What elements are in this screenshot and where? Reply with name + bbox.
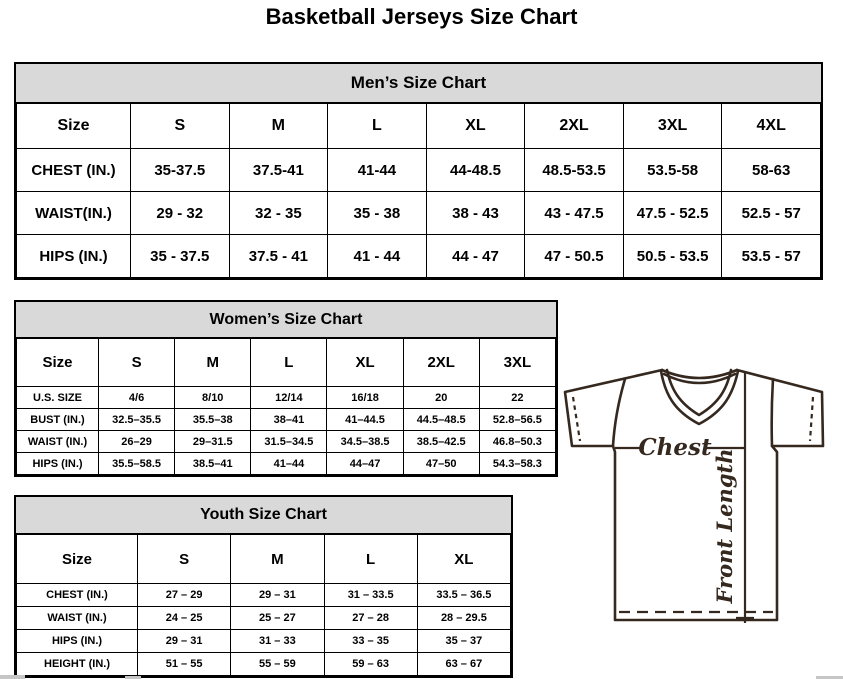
size-column-header: S [131,104,230,149]
measurement-cell: 35 - 37.5 [131,235,230,278]
measurement-cell: 37.5 - 41 [229,235,328,278]
measurement-cell: 52.8–56.5 [479,409,555,431]
measurement-cell: 38–41 [251,409,327,431]
table-row [17,235,821,278]
table-row [17,409,556,431]
measurement-cell: 58-63 [722,149,821,192]
measurement-cell: 29 – 31 [138,630,231,653]
cropped-edge-fragment [0,675,25,679]
size-column-header: 3XL [623,104,722,149]
measurement-cell: 41–44.5 [327,409,403,431]
row-label: HIPS (IN.) [17,453,99,475]
table-row [17,387,556,409]
measurement-cell: 29 – 31 [231,584,324,607]
size-header-row [17,339,556,387]
left-cuff-dashed-line [573,397,580,441]
size-column-header: S [99,339,175,387]
chest-label: Chest [638,434,712,461]
measurement-cell: 46.8–50.3 [479,431,555,453]
measurement-cell: 47 - 50.5 [525,235,624,278]
measurement-cell: 35-37.5 [131,149,230,192]
measurement-cell: 31 – 33 [231,630,324,653]
youth-size-chart-title: Youth Size Chart [16,497,511,534]
size-column-header: S [138,535,231,584]
measurement-cell: 37.5-41 [229,149,328,192]
measurement-cell: 32.5–35.5 [99,409,175,431]
measurement-cell: 59 – 63 [324,653,417,676]
size-header-row [17,535,511,584]
measurement-cell: 50.5 - 53.5 [623,235,722,278]
measurement-cell: 8/10 [175,387,251,409]
measurement-cell: 47–50 [403,453,479,475]
size-column-header: XL [417,535,510,584]
size-column-header: L [324,535,417,584]
row-label: WAIST (IN.) [17,431,99,453]
measurement-cell: 20 [403,387,479,409]
measurement-cell: 4/6 [99,387,175,409]
measurement-cell: 43 - 47.5 [525,192,624,235]
measurement-cell: 44 - 47 [426,235,525,278]
size-corner-header: Size [17,339,99,387]
jersey-measurement-diagram [556,358,842,670]
measurement-cell: 34.5–38.5 [327,431,403,453]
youth-size-chart [14,495,513,678]
table-row [17,630,511,653]
measurement-cell: 44-48.5 [426,149,525,192]
measurement-cell: 26–29 [99,431,175,453]
right-cuff-dashed-line [810,397,813,441]
measurement-cell: 38.5–41 [175,453,251,475]
size-column-header: L [251,339,327,387]
measurement-cell: 41–44 [251,453,327,475]
measurement-cell: 12/14 [251,387,327,409]
row-label: BUST (IN.) [17,409,99,431]
front-length-label: Front Length [712,448,737,604]
measurement-cell: 47.5 - 52.5 [623,192,722,235]
size-corner-header: Size [17,104,131,149]
table-row [17,584,511,607]
measurement-cell: 54.3–58.3 [479,453,555,475]
measurement-cell: 35.5–58.5 [99,453,175,475]
measurement-cell: 53.5-58 [623,149,722,192]
table-row [17,192,821,235]
size-column-header: L [328,104,427,149]
table-row [17,453,556,475]
measurement-cell: 35 - 38 [328,192,427,235]
size-column-header: XL [426,104,525,149]
measurement-cell: 25 – 27 [231,607,324,630]
measurement-cell: 48.5-53.5 [525,149,624,192]
measurement-cell: 44.5–48.5 [403,409,479,431]
womens-size-chart-title: Women’s Size Chart [16,302,556,338]
size-column-header: 2XL [403,339,479,387]
measurement-cell: 41 - 44 [328,235,427,278]
measurement-cell: 55 – 59 [231,653,324,676]
size-column-header: M [175,339,251,387]
measurement-cell: 31.5–34.5 [251,431,327,453]
row-label: WAIST (IN.) [17,607,138,630]
womens-size-table [16,338,556,475]
measurement-cell: 24 – 25 [138,607,231,630]
size-corner-header: Size [17,535,138,584]
jersey-outline [565,370,823,620]
size-column-header: M [231,535,324,584]
measurement-cell: 32 - 35 [229,192,328,235]
measurement-cell: 38.5–42.5 [403,431,479,453]
row-label: HIPS (IN.) [17,630,138,653]
womens-size-chart [14,300,558,477]
measurement-cell: 33 – 35 [324,630,417,653]
mens-size-chart [14,62,823,280]
row-label: U.S. SIZE [17,387,99,409]
measurement-cell: 31 – 33.5 [324,584,417,607]
row-label: CHEST (IN.) [17,149,131,192]
table-row [17,653,511,676]
row-label: WAIST(IN.) [17,192,131,235]
front-length-measure-line [736,371,754,623]
page-title: Basketball Jerseys Size Chart [265,4,578,29]
measurement-cell: 33.5 – 36.5 [417,584,510,607]
measurement-cell: 29–31.5 [175,431,251,453]
measurement-cell: 28 – 29.5 [417,607,510,630]
measurement-cell: 35 – 37 [417,630,510,653]
measurement-cell: 53.5 - 57 [722,235,821,278]
size-column-header: M [229,104,328,149]
measurement-cell: 41-44 [328,149,427,192]
measurement-cell: 29 - 32 [131,192,230,235]
right-sleeve-seam [772,379,773,446]
measurement-cell: 22 [479,387,555,409]
measurement-cell: 27 – 29 [138,584,231,607]
measurement-cell: 52.5 - 57 [722,192,821,235]
size-header-row [17,104,821,149]
mens-size-table [16,103,821,278]
size-column-header: 3XL [479,339,555,387]
left-sleeve-seam [613,379,625,446]
mens-size-chart-title: Men’s Size Chart [16,64,821,103]
table-row [17,431,556,453]
table-row [17,149,821,192]
youth-size-table [16,534,511,676]
measurement-cell: 27 – 28 [324,607,417,630]
row-label: CHEST (IN.) [17,584,138,607]
measurement-cell: 44–47 [327,453,403,475]
table-row [17,607,511,630]
size-column-header: 2XL [525,104,624,149]
row-label: HIPS (IN.) [17,235,131,278]
size-column-header: XL [327,339,403,387]
measurement-cell: 63 – 67 [417,653,510,676]
row-label: HEIGHT (IN.) [17,653,138,676]
measurement-cell: 35.5–38 [175,409,251,431]
measurement-cell: 38 - 43 [426,192,525,235]
measurement-cell: 16/18 [327,387,403,409]
measurement-cell: 51 – 55 [138,653,231,676]
size-column-header: 4XL [722,104,821,149]
